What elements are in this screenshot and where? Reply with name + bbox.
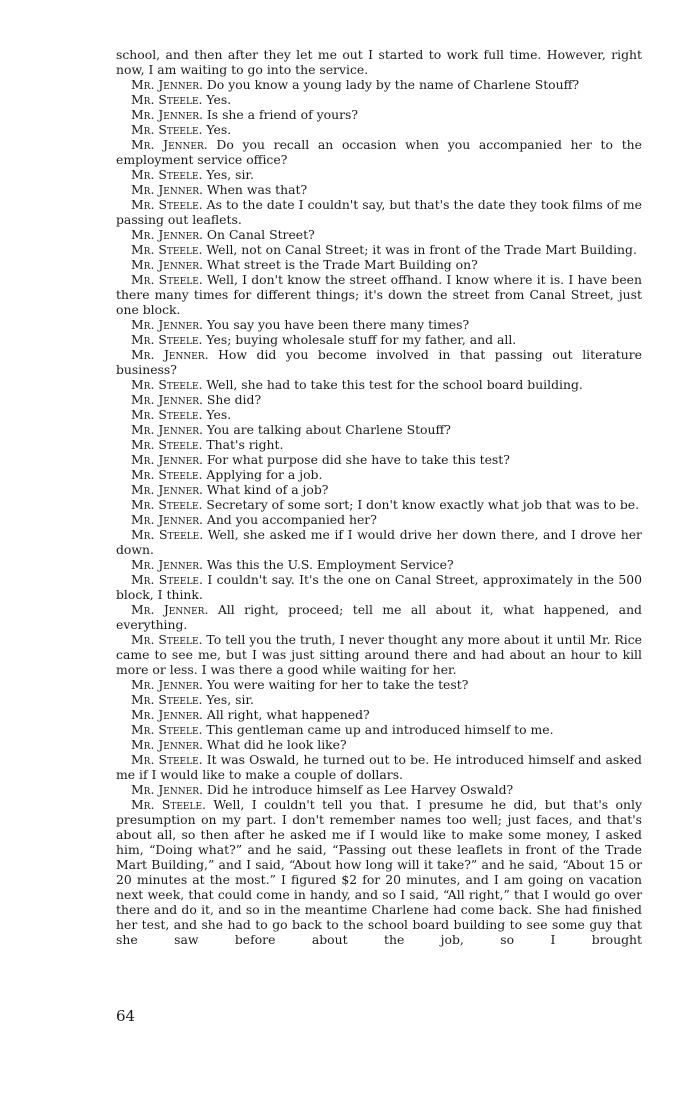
speaker-name: Mr. Steele.: [131, 722, 203, 737]
testimony-paragraph: [116, 317, 642, 332]
paragraph-text: You are talking about Charlene Stouff?: [206, 422, 451, 437]
paragraph-text: Yes; buying wholesale stuff for my father, and all.: [206, 332, 517, 347]
paragraph-text: Did he introduce himself as Lee Harvey Oswald?: [206, 782, 514, 797]
paragraph-text: What kind of a job?: [206, 482, 329, 497]
testimony-paragraph: [116, 182, 642, 197]
speaker-name: Mr. Steele.: [131, 467, 203, 482]
testimony-paragraph: [116, 707, 642, 722]
paragraph-text: Applying for a job.: [206, 467, 323, 482]
testimony-paragraph: [116, 602, 642, 632]
testimony-paragraph: [116, 122, 642, 137]
testimony-paragraph: [116, 452, 642, 467]
speaker-name: Mr. Jenner.: [131, 512, 203, 527]
paragraph-text: As to the date I couldn't say, but that's the date they took films of me passing out leaflets.: [116, 197, 642, 227]
speaker-name: Mr. Jenner.: [131, 137, 208, 152]
testimony-paragraph: [116, 752, 642, 782]
testimony-paragraph: [116, 557, 642, 572]
speaker-name: Mr. Jenner.: [131, 77, 203, 92]
speaker-name: Mr. Steele.: [131, 572, 203, 587]
speaker-name: Mr. Steele.: [131, 632, 203, 647]
paragraph-text: Yes.: [206, 122, 232, 137]
speaker-name: Mr. Steele.: [131, 92, 203, 107]
speaker-name: Mr. Jenner.: [131, 422, 203, 437]
testimony-paragraph: [116, 167, 642, 182]
speaker-name: Mr. Jenner.: [131, 107, 203, 122]
speaker-name: Mr. Steele.: [131, 122, 203, 137]
testimony-paragraph: [116, 392, 642, 407]
testimony-paragraph: [116, 77, 642, 92]
paragraph-text: You say you have been there many times?: [206, 317, 470, 332]
speaker-name: Mr. Jenner.: [131, 452, 203, 467]
speaker-name: Mr. Jenner.: [131, 392, 203, 407]
speaker-name: Mr. Steele.: [131, 527, 204, 542]
testimony-paragraph: [116, 482, 642, 497]
speaker-name: Mr. Jenner.: [131, 557, 203, 572]
speaker-name: Mr. Steele.: [131, 497, 203, 512]
speaker-name: Mr. Steele.: [131, 377, 203, 392]
paragraph-text: Well, I couldn't tell you that. I presume he did, but that's only presumption on my part. I don't remember names too well; just faces, and that's about all, so then after he asked me if I would like to make some money, I asked him, “Doing what?” and he said, “Passing out these leaflets in front of the Trade Mart Building,” and I said, “About how long will it take?” and he said, “About 15 or 20 minutes at the most.” I figured $2 for 20 minutes, and I am going on vacation next week, that could come in handy, and so I said, “All right,” that I would go over there and do it, and so in the meantime Charlene had come back. She had finished her test, and she had to go back to the school board building to see some guy that she saw before about the job, so I brought: [116, 797, 642, 947]
speaker-name: Mr. Steele.: [131, 197, 203, 212]
paragraph-text: Do you know a young lady by the name of Charlene Stouff?: [206, 77, 580, 92]
paragraph-text: Yes.: [206, 92, 232, 107]
paragraph-text: Well, I don't know the street offhand. I know where it is. I have been there many times for different things; it's down the street from Canal Street, just one block.: [116, 272, 642, 317]
testimony-paragraph: [116, 722, 642, 737]
speaker-name: Mr. Jenner.: [131, 707, 203, 722]
speaker-name: Mr. Jenner.: [131, 602, 209, 617]
testimony-paragraph: [116, 782, 642, 797]
paragraph-text: Yes, sir.: [206, 692, 254, 707]
paragraph-text: How did you become involved in that passing out literature business?: [116, 347, 642, 377]
testimony-paragraph: [116, 692, 642, 707]
testimony-paragraph: [116, 242, 642, 257]
paragraph-text: Do you recall an occasion when you accompanied her to the employment service office?: [116, 137, 642, 167]
testimony-paragraph: [116, 467, 642, 482]
paragraph-text: What did he look like?: [206, 737, 347, 752]
paragraph-text: Well, she asked me if I would drive her down there, and I drove her down.: [116, 527, 642, 557]
speaker-name: Mr. Jenner.: [131, 317, 203, 332]
speaker-name: Mr. Jenner.: [131, 782, 203, 797]
testimony-paragraph: [116, 197, 642, 227]
paragraph-text: Secretary of some sort; I don't know exactly what job that was to be.: [206, 497, 640, 512]
testimony-paragraph: [116, 347, 642, 377]
testimony-paragraph: [116, 92, 642, 107]
testimony-paragraph: [116, 422, 642, 437]
paragraph-text: That's right.: [206, 437, 284, 452]
speaker-name: Mr. Steele.: [131, 167, 203, 182]
testimony-paragraph: [116, 257, 642, 272]
testimony-paragraph: [116, 437, 642, 452]
paragraph-text: I couldn't say. It's the one on Canal Street, approximately in the 500 block, I think.: [116, 572, 642, 602]
paragraph-text: She did?: [206, 392, 262, 407]
speaker-name: Mr. Steele.: [131, 692, 203, 707]
testimony-paragraph: [116, 137, 642, 167]
speaker-name: Mr. Jenner.: [131, 347, 209, 362]
testimony-paragraph: [116, 377, 642, 392]
paragraph-text: This gentleman came up and introduced himself to me.: [206, 722, 554, 737]
testimony-paragraph: [116, 677, 642, 692]
testimony-paragraph: [116, 407, 642, 422]
speaker-name: Mr. Steele.: [131, 407, 203, 422]
speaker-name: Mr. Jenner.: [131, 257, 203, 272]
testimony-paragraph: [116, 47, 642, 77]
testimony-paragraph: [116, 527, 642, 557]
transcript-page: [116, 47, 642, 947]
speaker-name: Mr. Steele.: [131, 437, 203, 452]
paragraph-text: Is she a friend of yours?: [206, 107, 359, 122]
page-number: 64: [116, 1007, 136, 1025]
paragraph-text: On Canal Street?: [206, 227, 315, 242]
testimony-paragraph: [116, 512, 642, 527]
speaker-name: Mr. Jenner.: [131, 227, 203, 242]
speaker-name: Mr. Jenner.: [131, 737, 203, 752]
paragraph-text: Was this the U.S. Employment Service?: [206, 557, 454, 572]
paragraph-text: Yes, sir.: [206, 167, 254, 182]
paragraph-text: All right, proceed; tell me all about it, what happened, and everything.: [116, 602, 642, 632]
speaker-name: Mr. Steele.: [131, 797, 206, 812]
testimony-paragraph: [116, 737, 642, 752]
paragraph-text: For what purpose did she have to take this test?: [206, 452, 510, 467]
speaker-name: Mr. Steele.: [131, 272, 203, 287]
testimony-paragraph: [116, 332, 642, 347]
testimony-paragraph: [116, 227, 642, 242]
speaker-name: Mr. Jenner.: [131, 677, 203, 692]
speaker-name: Mr. Steele.: [131, 332, 203, 347]
speaker-name: Mr. Jenner.: [131, 482, 203, 497]
testimony-paragraph: [116, 107, 642, 122]
testimony-paragraph: [116, 272, 642, 317]
paragraph-text: Yes.: [206, 407, 232, 422]
speaker-name: Mr. Jenner.: [131, 182, 203, 197]
paragraph-text: Well, not on Canal Street; it was in front of the Trade Mart Building.: [206, 242, 637, 257]
speaker-name: Mr. Steele.: [131, 752, 203, 767]
testimony-paragraph: [116, 497, 642, 512]
testimony-paragraph: [116, 797, 642, 947]
paragraph-text: You were waiting for her to take the test?: [206, 677, 469, 692]
paragraph-text: school, and then after they let me out I started to work full time. However, right now, I am waiting to go into the service.: [116, 47, 642, 77]
paragraph-text: What street is the Trade Mart Building on?: [206, 257, 478, 272]
paragraph-text: And you accompanied her?: [206, 512, 377, 527]
testimony-paragraph: [116, 632, 642, 677]
speaker-name: Mr. Steele.: [131, 242, 203, 257]
paragraph-text: When was that?: [206, 182, 308, 197]
paragraph-text: It was Oswald, he turned out to be. He introduced himself and asked me if I would like to make a couple of dollars.: [116, 752, 642, 782]
paragraph-text: All right, what happened?: [206, 707, 370, 722]
paragraph-text: To tell you the truth, I never thought any more about it until Mr. Rice came to see me, but I was just sitting around there and had about an hour to kill more or less. I was there a good while waiting for her.: [116, 632, 642, 677]
testimony-paragraph: [116, 572, 642, 602]
paragraph-text: Well, she had to take this test for the school board building.: [206, 377, 583, 392]
